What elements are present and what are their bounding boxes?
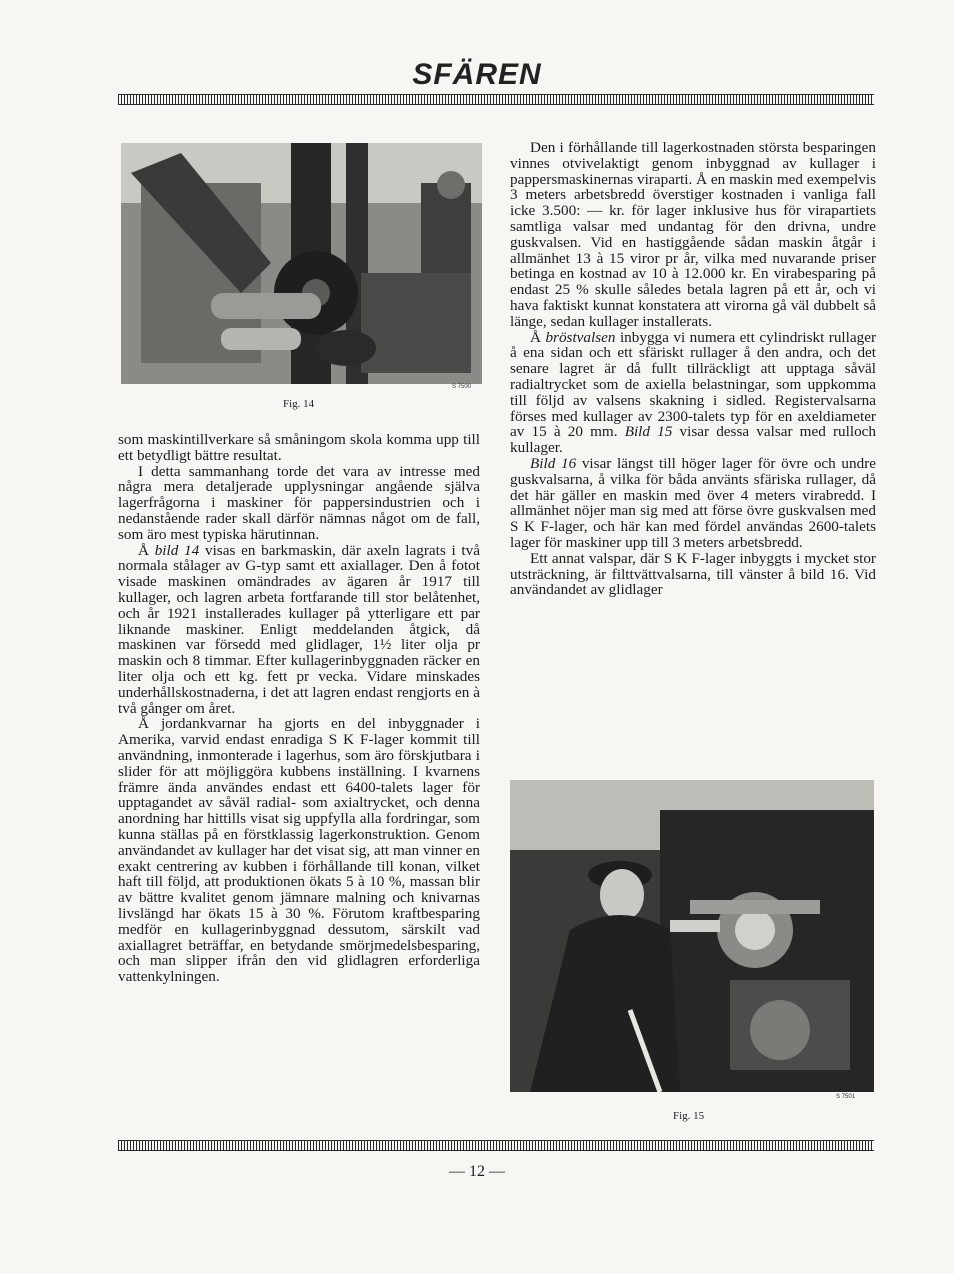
fig15-photo — [510, 780, 874, 1092]
fig14-caption: Fig. 14 — [283, 398, 315, 410]
fig15-plate-code: S 7501 — [836, 1094, 856, 1100]
bild-16-reference: Bild 16 — [530, 454, 577, 472]
left-column — [118, 432, 480, 985]
fig14-barkmaskin-illustration — [121, 143, 482, 384]
journal-masthead: SFÄREN — [412, 58, 542, 91]
fig14-photo — [121, 143, 482, 384]
left-paragraph-4: Å jordankvarnar ha gjorts en del inbyggnader i Amerika, varvid endast enradiga S K F-lager kommit till användning, inmonterade i lagerhus, som äro förskjutbara i slider för att möjliggöra kubbens inställning. I kvarnens främre ända användes endast ett 6400-talets lager för upptagandet av såväl radial- som axialtrycket, och denna anordning har hittills visat sig uppfylla alla fordringar, som kunna ställas på en förstklassig lagerkonstruktion. Genom användandet av kullager har det visat sig, att man vinner en exakt centrering av kubben i förhållande till konan, vilket haft till följd, att produktionen ökats 5 à 10 %, massan blir av bättre kvalitet genom jämnare malning och knivarnas livslängd har ökats 15 à 30 %. Förutom kraftbesparing medför en kullagerinbyggnad dessutom, särskilt vad axiallagret beträffar, en betydande smörjmedelsbesparing, och man slipper ifrån den vid glidlagren erforderliga vattenkylningen. — [118, 715, 480, 986]
right-paragraph-2-lead: Å — [530, 328, 546, 346]
left-paragraph-3-body: visas en barkmaskin, där axeln lagrats i två normala stålager av G-typ samt ett axiallager. Den å fotot visade maskinen omändrades av ägaren år 1917 till kullager, och lagren arbeta fortfarande till stor belåtenhet, och år 1921 installerades kullager på ytterligare ett par liknande maskiner. Enligt meddelanden åtgick, då maskinen var försedd med glidlager, 1½ liter olja pr maskin och 8 timmar. Efter kullagerinbyggnaden räcker en liter olja och ett kg. fett pr vecka. Vidare minskades underhållskostnaderna, i det att lagren endast rengjorts en à två gånger om året. — [118, 541, 480, 717]
right-paragraph-1: Den i förhållande till lagerkostnaden största besparingen vinnes otvivelaktigt genom inbyggnad av kullager i pappersmaskinernas viraparti. Å en maskin med exempelvis 3 meters arbetsbredd överstiger kostnaden i vanliga fall icke 3.500: — kr. för lager inklusive hus för virapartiets samtliga valsar med undantag för den drivna, undre guskvalsen. Vid en hastiggående sådan maskin åtgår i allmänhet 13 à 15 viror pr år, vilka med nuvarande priser betinga en kostnad av 10 à 12.000 kr. En virabesparing på endast 25 % skulle således betala lagren på ett år, och vi hava faktiskt kunnat konstatera att virorna gå väl dubbelt så länge, sedan kullager installerats. — [510, 139, 876, 330]
fig14-plate-code: S 7500 — [452, 384, 472, 390]
left-paragraph-3 — [118, 543, 480, 717]
bild-15-reference: Bild 15 — [624, 423, 673, 441]
page-number: — 12 — — [449, 1163, 505, 1180]
right-paragraph-3 — [510, 456, 876, 551]
fig15-worker-illustration — [510, 780, 874, 1092]
left-paragraph-1: som maskintillverkare så småningom skola komma upp till ett betydligt bättre resultat. — [118, 431, 480, 464]
right-paragraph-3-body: visar längst till höger lager för övre och undre guskvalsarna, å vilka för båda använts sfäriska rullager, då det här gäller en maskin med över 4 meters virabredd. I allmänhet nöjer man sig med att förse övre guskvalsen med S K F-lager, och här kan med fördel användas 2600-talets lager för maskiner upp till 3 meters arbetsbredd. — [510, 454, 876, 551]
right-paragraph-2-tail: visar dessa valsar med rulloch kullager. — [510, 423, 877, 457]
left-paragraph-3-lead: Å — [138, 541, 155, 559]
brostvalsen-term: bröstvalsen — [545, 328, 616, 346]
right-paragraph-2 — [510, 330, 876, 456]
footer-rule — [118, 1140, 874, 1151]
fig15-caption: Fig. 15 — [673, 1110, 705, 1122]
header-rule — [118, 94, 874, 105]
right-column — [510, 140, 876, 598]
right-paragraph-4: Ett annat valspar, där S K F-lager inbyggts i mycket stor utsträckning, är filttvättvalsarna, till vänster å bild 16. Vid användandet av glidlager — [510, 549, 876, 599]
left-paragraph-2: I detta sammanhang torde det vara av intresse med några mera detaljerade upplysningar angående själva lagerfrågorna i maskiner för pappersindustrien och i nedanstående rader skall därför nämnas något om de fall, som äro mest typiska härutinnan. — [118, 462, 480, 543]
bild-14-reference: bild 14 — [154, 541, 200, 559]
right-paragraph-2-body: inbygga vi numera ett cylindriskt rullager å ena sidan och ett sfäriskt rullager å den andra, och det senare lagret är då fullt tillräckligt att upptaga såväl radialtrycket som de axiella belastningar, som uppkomma till följd av valsens skakning i sidled. Registervalsarna förses med kullager av 2300-talets typ för en axeldiameter av 15 à 20 mm. — [510, 328, 876, 441]
